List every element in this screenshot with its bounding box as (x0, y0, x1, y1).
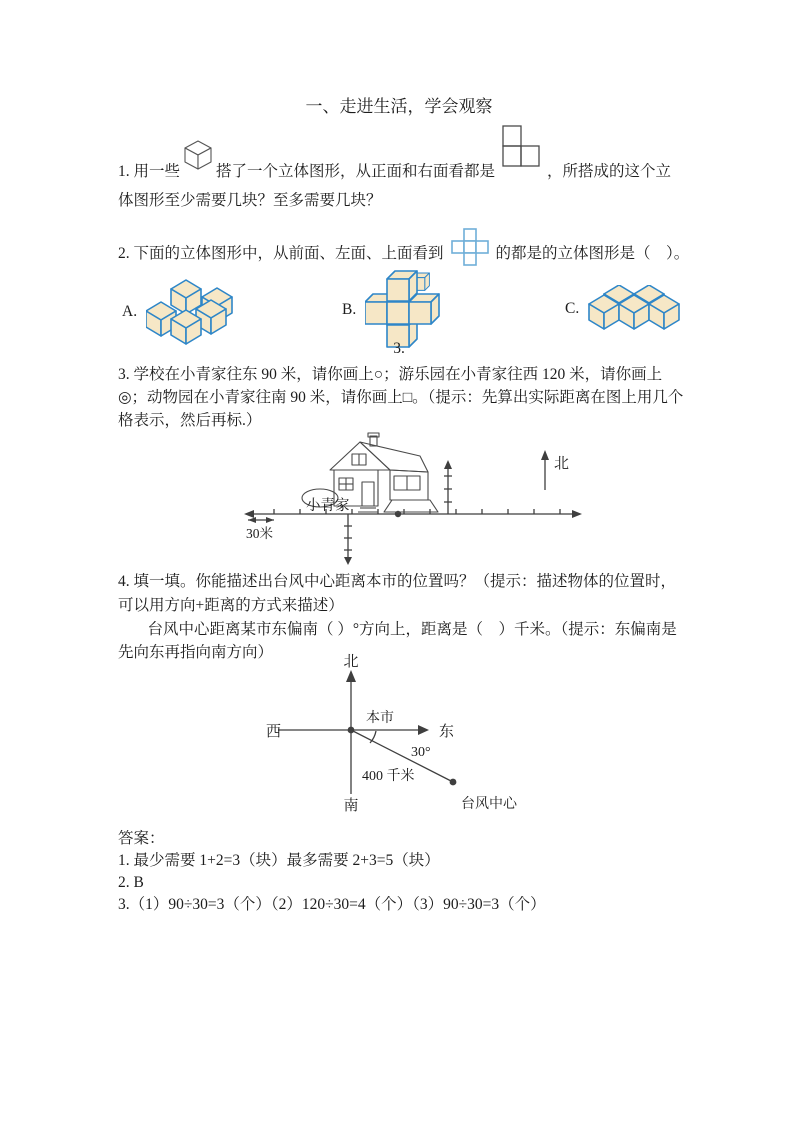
option-a (122, 278, 238, 346)
unit-cube-icon (184, 140, 212, 170)
answers-heading: 答案： (118, 830, 165, 847)
north-axis-arrowhead-icon (444, 460, 452, 469)
option-b-label: B. (342, 301, 357, 318)
l-tromino-view-icon (501, 124, 541, 168)
answer-line-2: 2. B (118, 874, 144, 891)
typhoon-position-dot (450, 779, 457, 786)
question-1-line-1 (118, 124, 718, 181)
east-arrowhead-icon (572, 510, 582, 518)
city-label: 本市 (366, 711, 394, 726)
q1-text-part2: 搭了一个立体图形，从正面和右面看都是 (216, 163, 496, 180)
compass-west-label: 西 (266, 724, 282, 740)
compass-south-label: 南 (343, 798, 359, 814)
distance-label: 400 千米 (362, 769, 415, 784)
map-north-label: 北 (554, 456, 570, 472)
question-2-line (118, 228, 728, 266)
option-b-figure (365, 270, 443, 350)
compass-east-arrowhead-icon (418, 725, 429, 735)
answers-section (118, 828, 686, 916)
compass-east-label: 东 (439, 724, 455, 740)
question-3-text: 3. 学校在小青家往东 90 米，请你画上○；游乐园在小青家往西 120 米，请你画上◎；动物园在小青家往南 90 米，请你画上□。（提示：先算出实际距离在图上用几个格表示，然后再标.） (118, 366, 684, 429)
q1-text-part3: ，所搭成的这个立 (547, 163, 672, 180)
question-4-line-2: 台风中心距离某市东偏南（ ）°方向上，距离是（ ）千米。（提示：东偏南是先向东再指向南方向） (118, 621, 677, 661)
question-4-line-1: 4. 填一填。你能描述出台风中心距离本市的位置吗？（提示：描述物体的位置时，可以用方向+距离的方式来描述） (118, 573, 677, 614)
q1-text-part1: 1. 用一些 (118, 163, 181, 180)
option-c (565, 285, 682, 333)
answer-line-1: 1. 最少需要 1+2=3（块）最多需要 2+3=5（块） (118, 852, 440, 869)
compass-north-arrowhead-icon (346, 670, 356, 682)
compass-diagram (258, 652, 528, 817)
typhoon-label: 台风中心 (461, 797, 517, 812)
page-title: 一、走进生活，学会观察 (305, 97, 493, 116)
question-1-line-2: 体图形至少需要几块？至多需要几块？ (118, 192, 382, 209)
answer-line-3: 3.（1）90÷30=3（个）（2）120÷30=4（个）（3）90÷30=3（个） (118, 896, 546, 913)
q2-text-part1: 2. 下面的立体图形中，从前面、左面、上面看到 (118, 245, 444, 262)
west-arrowhead-icon (244, 510, 254, 518)
option-a-figure (146, 278, 238, 346)
option-b (342, 270, 443, 350)
scale-label: 30米 (246, 526, 273, 541)
q2-text-part2: 的都是的立体图形是（ ）。 (495, 245, 690, 262)
option-c-label: C. (565, 300, 580, 317)
home-label: 小青家 (306, 498, 350, 514)
page-section-number: 3. (393, 340, 405, 357)
compass-north-label: 北 (343, 654, 359, 670)
option-a-label: A. (122, 303, 138, 320)
south-arrowhead-icon (344, 557, 352, 565)
plus-pentomino-view-icon (451, 228, 489, 266)
map-diagram (230, 432, 590, 570)
option-c-figure (588, 285, 682, 333)
angle-label: 30° (411, 745, 431, 760)
